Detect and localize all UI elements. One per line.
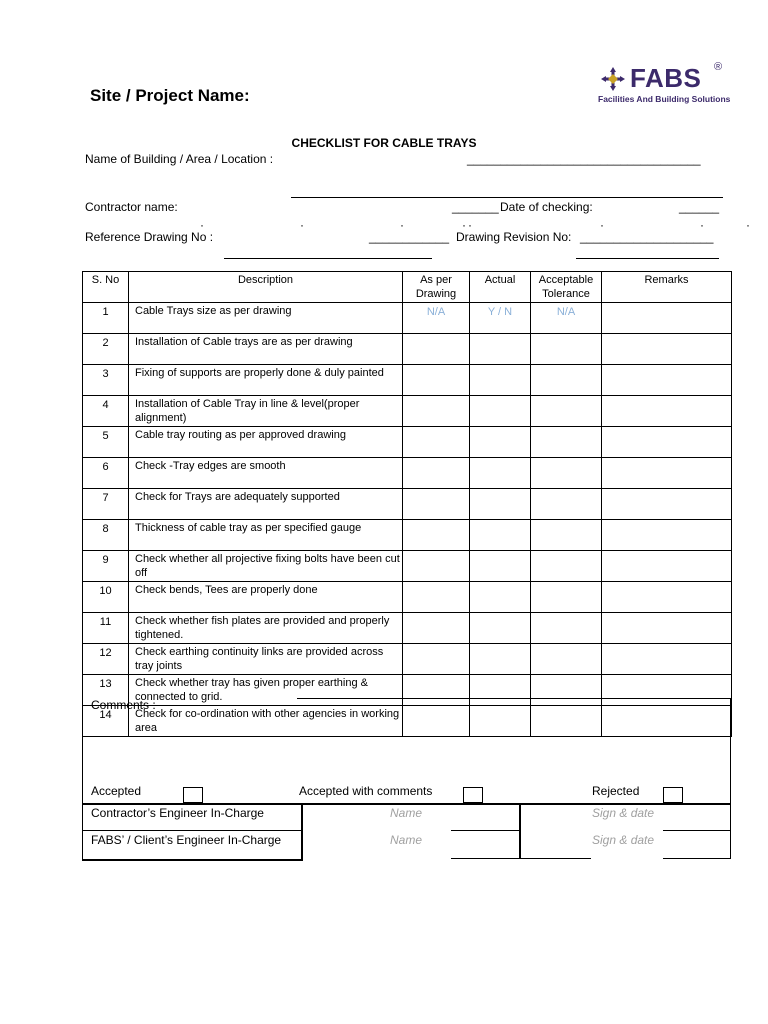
as-per-drawing-cell[interactable] [403,582,470,613]
date-of-checking-blank-pre[interactable]: _______ [452,200,499,214]
signature-line [451,858,519,859]
table-row [83,334,732,365]
separator-dot: · [200,218,204,232]
description-cell: Check earthing continuity links are provided across tray joints [129,644,403,675]
remarks-cell[interactable] [602,582,732,613]
signature-line [519,858,591,859]
rejected-checkbox[interactable] [663,787,683,803]
tolerance-cell[interactable] [531,458,602,489]
separator-dot: · [400,218,404,232]
description-cell: Thickness of cable tray as per specified gauge [129,520,403,551]
description-cell: Fixing of supports are properly done & duly painted [129,365,403,396]
table-header-row [83,272,732,303]
tolerance-cell[interactable] [531,644,602,675]
actual-cell[interactable] [470,458,531,489]
comments-label: Comments : [91,698,156,712]
signature-line [663,830,730,831]
as-per-drawing-cell[interactable] [403,489,470,520]
checklist-body [83,303,732,737]
table-row [83,396,732,427]
contractor-name-field[interactable]: Name [390,806,423,820]
table-row [83,365,732,396]
actual-cell[interactable] [470,644,531,675]
signoff-vline [730,803,732,859]
client-engineer-label: FABS’ / Client’s Engineer In-Charge [91,833,282,847]
actual-cell[interactable] [470,427,531,458]
comments-box[interactable] [82,698,731,805]
rejected-label: Rejected [592,784,640,798]
signoff-vline [301,803,303,859]
actual-cell[interactable] [470,396,531,427]
tolerance-cell[interactable] [531,613,602,644]
drawing-revision-label: Drawing Revision No: [456,230,572,244]
description-cell: Check for Trays are adequately supported [129,489,403,520]
col-header-acceptable-tolerance: Acceptable Tolerance [531,272,602,303]
table-row [83,489,732,520]
sno-cell: 3 [83,365,129,396]
col-header-sno: S. No [83,272,129,303]
remarks-cell[interactable] [602,365,732,396]
separator-dot: · [600,218,604,232]
signoff-roles [82,803,303,861]
actual-cell[interactable] [470,489,531,520]
tolerance-cell[interactable] [531,334,602,365]
signoff-top-line [82,803,731,804]
actual-cell[interactable] [470,365,531,396]
tolerance-cell[interactable] [531,582,602,613]
reference-drawing-field[interactable]: ____________ [369,230,450,244]
building-location-label: Name of Building / Area / Location : [85,152,274,166]
description-cell: Installation of Cable trays are as per drawing [129,334,403,365]
contractor-engineer-label: Contractor’s Engineer In-Charge [91,806,264,820]
sno-cell: 2 [83,334,129,365]
contractor-name-label: Contractor name: [85,200,178,214]
remarks-cell[interactable] [602,551,732,582]
sno-cell: 4 [83,396,129,427]
sno-cell: 6 [83,458,129,489]
signature-line [451,830,519,831]
accepted-with-comments-checkbox[interactable] [463,787,483,803]
separator-dot: · [468,218,472,232]
remarks-cell[interactable] [602,489,732,520]
as-per-drawing-cell[interactable] [403,365,470,396]
actual-cell[interactable]: Y / N [470,303,531,334]
logo-wordmark: FABS [630,63,702,93]
as-per-drawing-cell[interactable] [403,551,470,582]
remarks-cell[interactable] [602,396,732,427]
remarks-cell[interactable] [602,613,732,644]
col-header-actual: Actual [470,272,531,303]
col-header-as-per-drawing: As per Drawing [403,272,470,303]
actual-cell[interactable] [470,551,531,582]
as-per-drawing-cell[interactable] [403,520,470,551]
tolerance-cell[interactable] [531,396,602,427]
description-cell: Cable tray routing as per approved drawing [129,427,403,458]
accepted-with-comments-label: Accepted with comments [299,784,433,798]
remarks-cell[interactable] [602,520,732,551]
separator-dot: · [462,218,466,232]
col-header-description: Description [129,272,403,303]
actual-cell[interactable] [470,520,531,551]
separator-dot: · [300,218,304,232]
description-cell: Cable Trays size as per drawing [129,303,403,334]
as-per-drawing-cell[interactable] [403,613,470,644]
table-row [83,551,732,582]
remarks-cell[interactable] [602,303,732,334]
sno-cell: 8 [83,520,129,551]
separator-dot: · [746,218,750,232]
table-row [83,520,732,551]
actual-cell[interactable] [470,613,531,644]
description-cell: Installation of Cable Tray in line & level(proper alignment) [129,396,403,427]
as-per-drawing-cell[interactable] [403,396,470,427]
actual-cell[interactable] [470,334,531,365]
logo-tagline: Facilities And Building Solutions [598,94,731,104]
separator-dot: · [700,218,704,232]
comments-top-line [297,698,730,699]
sno-cell: 7 [83,489,129,520]
table-row [83,644,732,675]
sno-cell: 1 [83,303,129,334]
sno-cell: 9 [83,551,129,582]
fabs-logo [598,61,731,109]
remarks-cell[interactable] [602,427,732,458]
contractor-name-line[interactable] [291,197,723,198]
client-name-field[interactable]: Name [390,833,423,847]
remarks-cell[interactable] [602,334,732,365]
date-of-checking-field[interactable]: ______ [679,200,720,214]
description-cell: Check whether fish plates are provided and properly tightened. [129,613,403,644]
sno-cell: 11 [83,613,129,644]
actual-cell[interactable] [470,582,531,613]
drawing-revision-field[interactable]: ____________________ [580,230,714,244]
description-cell: Check -Tray edges are smooth [129,458,403,489]
registered-mark: ® [714,61,723,73]
tolerance-cell[interactable] [531,427,602,458]
as-per-drawing-cell[interactable]: N/A [403,303,470,334]
sno-cell: 5 [83,427,129,458]
reference-drawing-underline [224,258,432,259]
tolerance-cell[interactable] [531,520,602,551]
reference-drawing-label: Reference Drawing No : [85,230,214,244]
as-per-drawing-cell[interactable] [403,427,470,458]
tolerance-cell[interactable]: N/A [531,303,602,334]
checklist-table [82,271,732,737]
table-row [83,458,732,489]
signature-line [663,858,730,859]
col-header-remarks: Remarks [602,272,732,303]
table-row [83,582,732,613]
description-cell: Check for co-ordination with other agencies in working area [129,706,403,737]
site-project-name-label: Site / Project Name: [90,86,250,105]
tolerance-cell[interactable] [531,551,602,582]
table-row [83,303,732,334]
building-location-field[interactable]: ___________________________________ [467,152,701,166]
signoff-divider [83,830,302,831]
signoff-vline [519,803,522,859]
sno-cell: 10 [83,582,129,613]
description-cell: Check whether tray has given proper earthing & connected to grid. [129,675,403,706]
description-cell: Check whether all projective fixing bolts have been cut off [129,551,403,582]
client-sign-date-field[interactable]: Sign & date [592,833,655,847]
date-of-checking-label: Date of checking: [500,200,593,214]
as-per-drawing-cell[interactable] [403,334,470,365]
drawing-revision-underline [576,258,719,259]
document-title: CHECKLIST FOR CABLE TRAYS [291,136,477,150]
tolerance-cell[interactable] [531,489,602,520]
accepted-checkbox[interactable] [183,787,203,803]
description-cell: Check bends, Tees are properly done [129,582,403,613]
contractor-sign-date-field[interactable]: Sign & date [592,806,655,820]
accepted-label: Accepted [91,784,142,798]
remarks-cell[interactable] [602,458,732,489]
sno-cell: 12 [83,644,129,675]
table-row [83,427,732,458]
table-row [83,613,732,644]
tolerance-cell[interactable] [531,365,602,396]
fabs-cross-icon [600,66,626,92]
sno-cell: 13 [83,675,129,706]
as-per-drawing-cell[interactable] [403,458,470,489]
sno-cell: 14 [83,706,129,737]
remarks-cell[interactable] [602,644,732,675]
as-per-drawing-cell[interactable] [403,644,470,675]
